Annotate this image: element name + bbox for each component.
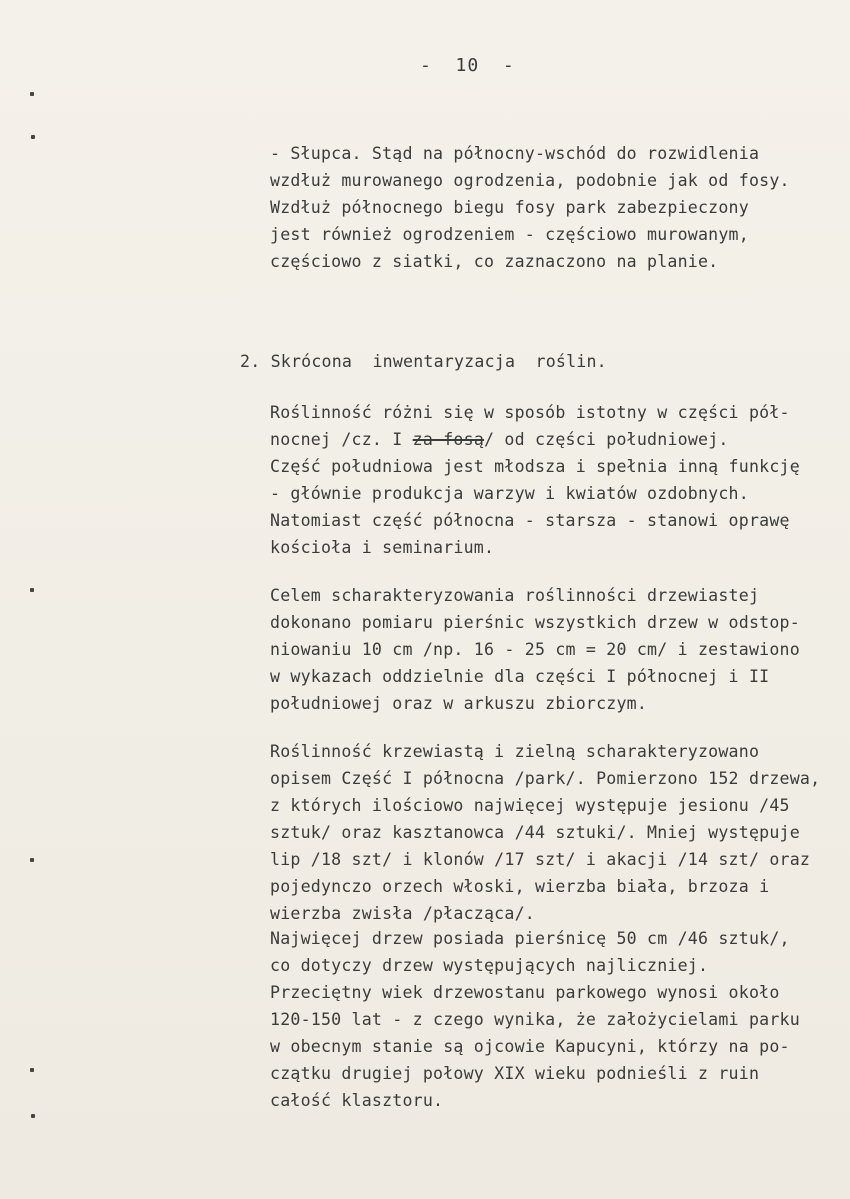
- text-line: - głównie produkcja warzyw i kwiatów ozdobnych.: [270, 484, 749, 503]
- text-line: lip /18 szt/ i klonów /17 szt/ i akacji /14 szt/ oraz: [270, 850, 811, 869]
- margin-mark: [30, 1068, 34, 1072]
- text-line: sztuk/ oraz kasztanowca /44 sztuki/. Mniej występuje: [270, 823, 800, 842]
- text-line: z których ilościowo najwięcej występuje jesionu /45: [270, 796, 790, 815]
- text-line: Roślinność krzewiastą i zielną scharakteryzowano: [270, 742, 760, 761]
- text-line: 120-150 lat - z czego wynika, że założycielami parku: [270, 1010, 800, 1029]
- text-line: Celem scharakteryzowania roślinności drzewiastej: [270, 586, 760, 605]
- text-line: wzdłuż murowanego ogrodzenia, podobnie jak od fosy.: [270, 171, 790, 190]
- margin-mark: [30, 588, 34, 592]
- text-line: opisem Część I północna /park/. Pomierzono 152 drzewa,: [270, 769, 821, 788]
- section-heading: 2. Skrócona inwentaryzacja roślin.: [240, 352, 607, 371]
- text-line: - Słupca. Stąd na północny-wschód do rozwidlenia: [270, 144, 760, 163]
- text-line: w wykazach oddzielnie dla części I północnej i II: [270, 667, 770, 686]
- text-segment: / od części południowej.: [484, 430, 729, 449]
- text-line: niowaniu 10 cm /np. 16 - 25 cm = 20 cm/ i zestawiono: [270, 640, 800, 659]
- text-line: południowej oraz w arkuszu zbiorczym.: [270, 694, 648, 713]
- margin-mark: [31, 135, 35, 139]
- text-line: Najwięcej drzew posiada pierśnicę 50 cm /46 sztuk/,: [270, 929, 790, 948]
- text-line: Wzdłuż północnego biegu fosy park zabezpieczony: [270, 198, 749, 217]
- text-line-with-strikethrough: [270, 426, 729, 453]
- text-line: w obecnym stanie są ojcowie Kapucyni, którzy na po-: [270, 1037, 790, 1056]
- text-line: kościoła i seminarium.: [270, 538, 495, 557]
- text-line: Roślinność różni się w sposób istotny w części pół-: [270, 403, 790, 422]
- text-line: częściowo z siatki, co zaznaczono na planie.: [270, 252, 719, 271]
- text-line: całość klasztoru.: [270, 1091, 444, 1110]
- text-line: Natomiast część północna - starsza - stanowi oprawę: [270, 511, 790, 530]
- margin-mark: [30, 858, 34, 862]
- text-line: Przeciętny wiek drzewostanu parkowego wynosi około: [270, 983, 780, 1002]
- text-line: jest również ogrodzeniem - częściowo murowanym,: [270, 225, 749, 244]
- text-line: Część południowa jest młodsza i spełnia inną funkcję: [270, 457, 800, 476]
- text-line: pojedynczo orzech włoski, wierzba biała, brzoza i: [270, 877, 770, 896]
- text-line: co dotyczy drzew występujących najliczniej.: [270, 956, 709, 975]
- struck-text: za fosą: [412, 430, 485, 449]
- text-segment: nocnej /cz. I: [270, 430, 413, 449]
- text-line: wierzba zwisła /płacząca/.: [270, 904, 535, 923]
- text-line: czątku drugiej połowy XIX wieku podnieśli z ruin: [270, 1064, 760, 1083]
- margin-mark: [31, 1114, 35, 1118]
- margin-mark: [30, 92, 34, 96]
- page-number: - 10 -: [420, 55, 515, 76]
- text-line: dokonano pomiaru pierśnic wszystkich drzew w odstop-: [270, 613, 800, 632]
